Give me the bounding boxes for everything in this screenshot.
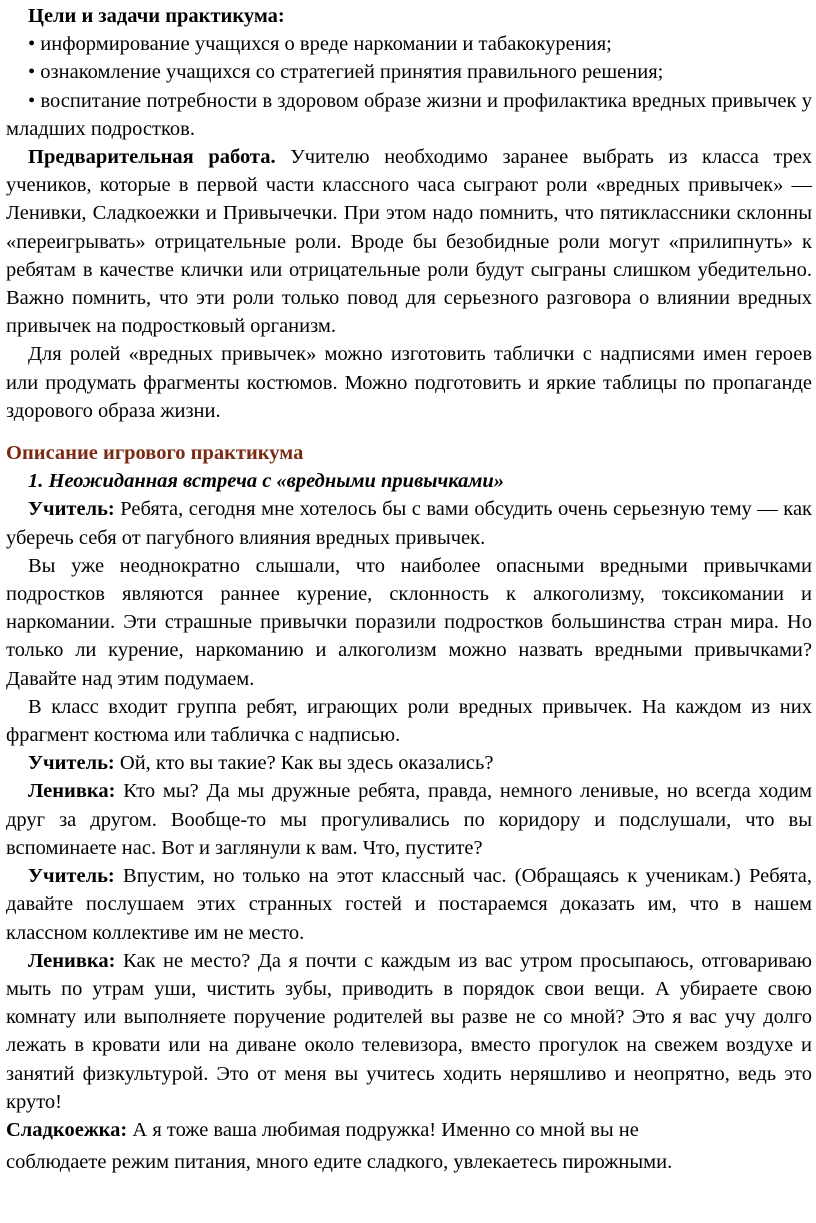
dialogue-line-last: Сладкоежка: А я тоже ваша любимая подружка! Именно со мной вы не (6, 1118, 639, 1141)
goal-item: • информирование учащихся о вреде наркомании и табакокурения; (28, 33, 612, 56)
prep-paragraph-2: Для ролей «вредных привычек» можно изготовить таблички с надписями имен героев или продумать фрагменты костюмов. Можно подготовить и яркие таблицы по пропаганде здорового образа жизни. (6, 343, 812, 422)
speaker: Ленивка: (28, 949, 116, 972)
speaker: Учитель: (28, 498, 115, 521)
prep-text: Учителю необходимо заранее выбрать из класса трех учеников, которые в первой части классного часа сыграют роли «вредных привычек» — Ленивки, Сладкоежки и Привычечки. При этом надо помнить, что пятиклассники склонны «переигрывать» отрицательные роли. Вроде бы безобидные роли могут «прилипнуть» к ребятам в качестве клички или отрицательные роли будут сыграны слишком убедительно. Важно помнить, что эти роли только повод для серьезного разговора о влиянии вредных привычек на подростковый организм. (6, 146, 812, 338)
dialogue-line-last-continued: соблюдаете режим питания, много едите сладкого, увлекаетесь пирожными. (6, 1151, 673, 1174)
dialogue-line: Учитель: Впустим, но только на этот классный час. (Обращаясь к ученикам.) Ребята, давайте послушаем этих странных гостей и постараемся доказать им, что в нашем классном коллективе им не место. (6, 865, 812, 944)
goal-item: • ознакомление учащихся со стратегией принятия правильного решения; (28, 61, 664, 84)
speaker: Сладкоежка: (6, 1118, 128, 1141)
prep-label: Предварительная работа. (28, 146, 276, 169)
goals-heading: Цели и задачи практикума: (28, 5, 285, 27)
dialogue-line: Ленивка: Кто мы? Да мы дружные ребята, правда, немного ленивые, но всегда ходим друг за другом. Вообще-то мы прогуливались по коридору и подслушали, что вы вспоминаете нас. Вот и заглянули к вам. Что, пустите? (6, 780, 812, 859)
section-title: Описание игрового практикума (6, 442, 304, 465)
speaker: Учитель: (28, 752, 115, 775)
speaker: Ленивка: (28, 780, 116, 803)
dialogue-line: Учитель: Ой, кто вы такие? Как вы здесь оказались? (28, 752, 494, 775)
section-subtitle: 1. Неожиданная встреча с «вредными привычками» (28, 470, 505, 493)
dialogue-line: Ленивка: Как не место? Да я почти с каждым из вас утром просыпаюсь, отговариваю мыть по утрам уши, чистить зубы, приводить в порядок свои вещи. А убираете свою комнату или выполняете поручение родителей вы разве не со мной? Это я вас учу долго лежать в кровати или на диване около телевизора, вместо прогулок на свежем воздухе и занятий физкультурой. Это от меня вы учитесь ходить неряшливо и неопрятно, ведь это круто! (6, 949, 812, 1113)
dialogue-line: Вы уже неоднократно слышали, что наиболее опасными вредными привычками подростков являются раннее курение, склонность к алкоголизму, токсикомании и наркомании. Эти страшные привычки поразили подростков большинства стран мира. Но только ли курение, наркоманию и алкоголизм можно назвать вредными привычками? Давайте над этим подумаем. (6, 554, 812, 690)
dialogue-line: Учитель: Ребята, сегодня мне хотелось бы с вами обсудить очень серьезную тему — как уберечь себя от пагубного влияния вредных привычек. (6, 498, 812, 549)
prep-paragraph (6, 143, 812, 340)
speaker: Учитель: (28, 865, 115, 888)
goal-item: • воспитание потребности в здоровом образе жизни и профилактика вредных привычек у младших подростков. (6, 89, 812, 140)
dialogue-line: В класс входит группа ребят, играющих роли вредных привычек. На каждом из них фрагмент костюма или табличка с надписью. (6, 695, 812, 747)
